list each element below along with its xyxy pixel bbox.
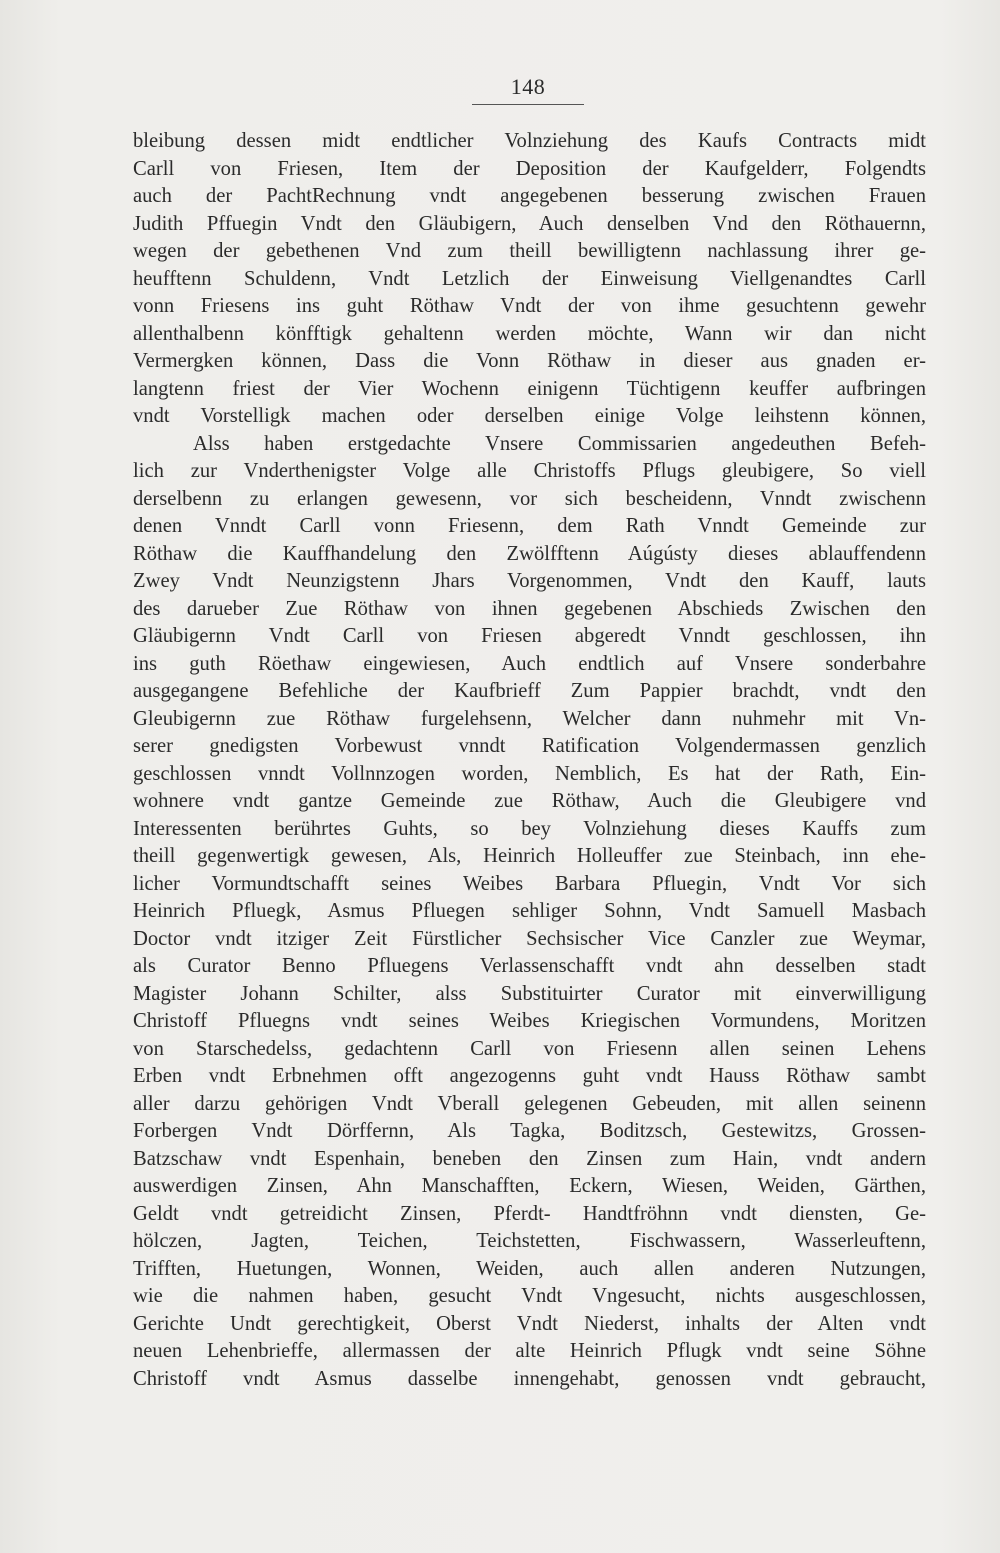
text-line: derselbenn zu erlangen gewesenn, vor sich bescheidenn, Vnndt zwischenn (133, 487, 926, 510)
text-line: Carll von Friesen, Item der Deposition der Kaufgelderr, Folgendts (133, 157, 926, 180)
text-line: Gläubigernn Vndt Carll von Friesen abgeredt Vnndt geschlossen, ihn (133, 625, 926, 647)
text-line: Röthaw die Kauffhandelung den Zwölfftenn Aúgústy dieses ablauffendenn (133, 542, 926, 565)
text-line: Forbergen Vndt Dörffernn, Als Tagka, Boditzsch, Gestewitzs, Grossen- (133, 1120, 926, 1142)
text-line: vonn Friesens ins guht Röthaw Vndt der von ihme gesuchtenn gewehr (133, 295, 926, 317)
text-line: hölczen, Jagten, Teichen, Teichstetten, Fischwassern, Wasserleuftenn, (133, 1230, 926, 1252)
text-line: Geldt vndt getreidicht Zinsen, Pferdt- Handtfröhnn vndt diensten, Ge- (133, 1202, 926, 1225)
text-line: ausgegangene Befehliche der Kaufbrieff Zum Pappier brachdt, vndt den (133, 680, 926, 702)
text-line: vndt Vorstelligk machen oder derselben einige Volge leihstenn können, (133, 405, 926, 427)
text-line: Magister Johann Schilter, alss Substituirter Curator mit einverwilligung (133, 982, 926, 1005)
text-line: lich zur Vnderthenigster Volge alle Christoffs Pflugs gleubigere, So viell (133, 460, 926, 482)
text-line: langtenn friest der Vier Wochenn einigenn Tüchtigenn keuffer aufbringen (133, 377, 926, 400)
text-line: Alss haben erstgedachte Vnsere Commissarien angedeuthen Befeh- (193, 432, 926, 455)
text-line: heufftenn Schuldenn, Vndt Letzlich der Einweisung Viellgenandtes Carll (133, 267, 926, 290)
text-line: Vermergken können, Dass die Vonn Röthaw in dieser aus gnaden er- (133, 350, 926, 372)
text-line: wie die nahmen haben, gesucht Vndt Vngesucht, nichts ausgeschlossen, (133, 1285, 926, 1307)
text-line: wohnere vndt gantze Gemeinde zue Röthaw, Auch die Gleubigere vnd (133, 790, 926, 812)
text-line: neuen Lehenbrieffe, allermassen der alte Heinrich Pflugk vndt seine Söhne (133, 1340, 926, 1362)
text-line: Trifften, Huetungen, Wonnen, Weiden, auch allen anderen Nutzungen, (133, 1257, 926, 1280)
text-line: Gerichte Undt gerechtigkeit, Oberst Vndt Niederst, inhalts der Alten vndt (133, 1312, 926, 1335)
text-line: Erben vndt Erbnehmen offt angezogenns guht vndt Hauss Röthaw sambt (133, 1065, 926, 1087)
text-line: Judith Pffuegin Vndt den Gläubigern, Auch denselben Vnd den Röthauernn, (133, 212, 926, 235)
text-line: Gleubigernn zue Röthaw furgelehsenn, Welcher dann nuhmehr mit Vn- (133, 707, 926, 730)
text-line: serer gnedigsten Vorbewust vnndt Ratification Volgendermassen genzlich (133, 735, 926, 757)
page-number: 148 (510, 74, 546, 99)
text-line: des darueber Zue Röthaw von ihnen gegebenen Abschieds Zwischen den (133, 597, 926, 620)
body-text (133, 128, 926, 1393)
text-line: auch der PachtRechnung vndt angegebenen besserung zwischen Frauen (133, 185, 926, 207)
text-line: Heinrich Pfluegk, Asmus Pfluegen sehliger Sohnn, Vndt Samuell Masbach (133, 900, 926, 922)
text-line: ins guth Röethaw eingewiesen, Auch endtlich auf Vnsere sonderbahre (133, 652, 926, 675)
text-line: wegen der gebethenen Vnd zum theill bewilligtenn nachlassung ihrer ge- (133, 240, 926, 262)
text-line: geschlossen vnndt Vollnnzogen worden, Nemblich, Es hat der Rath, Ein- (133, 762, 926, 785)
text-line: theill gegenwertigk gewesen, Als, Heinrich Holleuffer zue Steinbach, inn ehe- (133, 845, 926, 867)
text-line: Zwey Vndt Neunzigstenn Jhars Vorgenommen, Vndt den Kauff, lauts (133, 570, 926, 592)
header-rule (472, 104, 584, 105)
text-line: von Starschedelss, gedachtenn Carll von Friesenn allen seinen Lehens (133, 1037, 926, 1060)
text-line: Interessenten berührtes Guhts, so bey Volnziehung dieses Kauffs zum (133, 817, 926, 840)
text-line: Christoff vndt Asmus dasselbe innengehabt, genossen vndt gebraucht, (133, 1367, 926, 1390)
text-line: Doctor vndt itziger Zeit Fürstlicher Sechsischer Vice Canzler zue Weymar, (133, 927, 926, 950)
text-line: Christoff Pfluegns vndt seines Weibes Kriegischen Vormundens, Moritzen (133, 1010, 926, 1032)
text-line: denen Vnndt Carll vonn Friesenn, dem Rath Vnndt Gemeinde zur (133, 515, 926, 537)
text-line: als Curator Benno Pfluegens Verlassenschafft vndt ahn desselben stadt (133, 955, 926, 977)
text-line: aller darzu gehörigen Vndt Vberall gelegenen Gebeuden, mit allen seinenn (133, 1092, 926, 1115)
text-line: licher Vormundtschafft seines Weibes Barbara Pfluegin, Vndt Vor sich (133, 872, 926, 895)
text-line: bleibung dessen midt endtlicher Volnziehung des Kaufs Contracts midt (133, 130, 926, 152)
text-line: Batzschaw vndt Espenhain, beneben den Zinsen zum Hain, vndt andern (133, 1147, 926, 1170)
text-line: auswerdigen Zinsen, Ahn Manschafften, Eckern, Wiesen, Weiden, Gärthen, (133, 1175, 926, 1197)
text-line: allenthalbenn könfftigk gehaltenn werden möchte, Wann wir dan nicht (133, 322, 926, 345)
